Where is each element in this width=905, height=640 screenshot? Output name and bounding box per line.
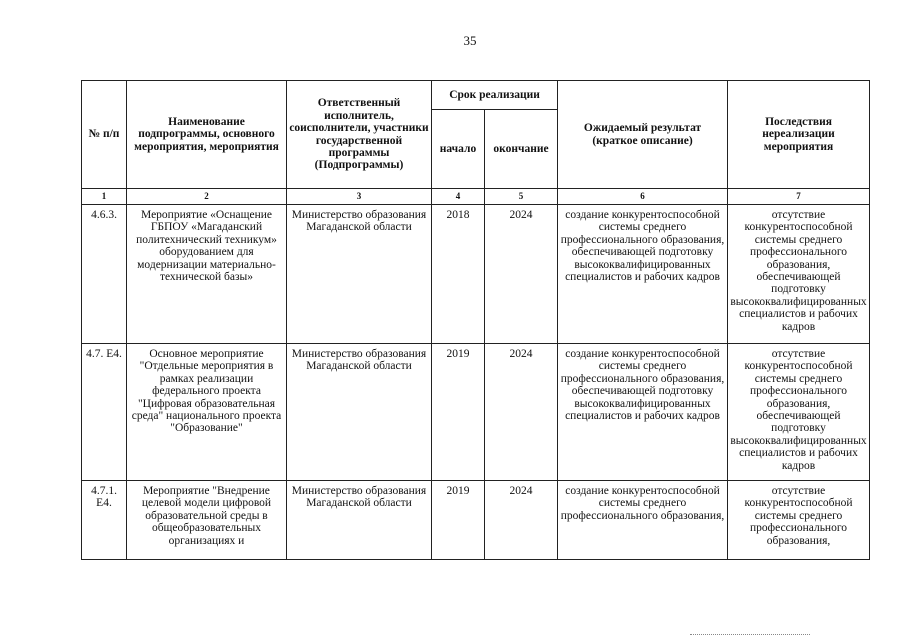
table-row [82,481,870,560]
header-consequences: Последствия нереализации мероприятия [728,81,870,189]
row-name: Основное мероприятие "Отдельные мероприятия в рамках реализации федерального проекта "Цифровая образовательная среда" национального проекта "Образование" [127,344,287,481]
header-start: начало [432,110,485,189]
column-number: 3 [287,189,432,205]
row-consequences: отсутствие конкурентоспособной системы среднего профессионального образования, [728,481,870,560]
scan-artifact-line [690,632,810,635]
table-row [82,205,870,344]
row-result: создание конкурентоспособной системы среднего профессионального образования, [558,481,728,560]
page-number: 35 [463,33,477,48]
header-row [82,81,870,110]
row-number: 4.7.1. Е4. [82,481,127,560]
column-number: 4 [432,189,485,205]
column-number: 5 [485,189,558,205]
row-result: создание конкурентоспособной системы среднего профессионального образования, обеспечивающей подготовку высококвалифицированных специалистов и рабочих кадров [558,344,728,481]
column-number: 6 [558,189,728,205]
row-start: 2018 [432,205,485,344]
header-name: Наименование подпрограммы, основного мероприятия, мероприятия [127,81,287,189]
row-responsible: Министерство образования Магаданской области [287,344,432,481]
header-result: Ожидаемый результат (краткое описание) [558,81,728,189]
row-responsible: Министерство образования Магаданской области [287,481,432,560]
header-period: Срок реализации [432,81,558,110]
row-consequences: отсутствие конкурентоспособной системы среднего профессионального образования, обеспечивающей подготовку высококвалифицированных специалистов и рабочих кадров [728,205,870,344]
row-consequences: отсутствие конкурентоспособной системы среднего профессионального образования, обеспечивающей подготовку высококвалифицированных специалистов и рабочих кадров [728,344,870,481]
row-start: 2019 [432,344,485,481]
row-name: Мероприятие «Оснащение ГБПОУ «Магаданский политехнический техникум» оборудованием для модернизации материально-технической базы» [127,205,287,344]
row-number: 4.6.3. [82,205,127,344]
row-end: 2024 [485,344,558,481]
program-activities-table [81,80,870,560]
header-num: № п/п [82,81,127,189]
row-name: Мероприятие "Внедрение целевой модели цифровой образовательной среды в общеобразовательных организациях и [127,481,287,560]
header-responsible: Ответственный исполнитель, соисполнители, участники государственной программы (Подпрограммы) [287,81,432,189]
row-number: 4.7. Е4. [82,344,127,481]
row-end: 2024 [485,481,558,560]
column-number: 2 [127,189,287,205]
row-end: 2024 [485,205,558,344]
row-responsible: Министерство образования Магаданской области [287,205,432,344]
table-row [82,344,870,481]
header-end: окончание [485,110,558,189]
row-result: создание конкурентоспособной системы среднего профессионального образования, обеспечивающей подготовку высококвалифицированных специалистов и рабочих кадров [558,205,728,344]
row-start: 2019 [432,481,485,560]
column-number: 1 [82,189,127,205]
column-number: 7 [728,189,870,205]
column-number-row [82,189,870,205]
